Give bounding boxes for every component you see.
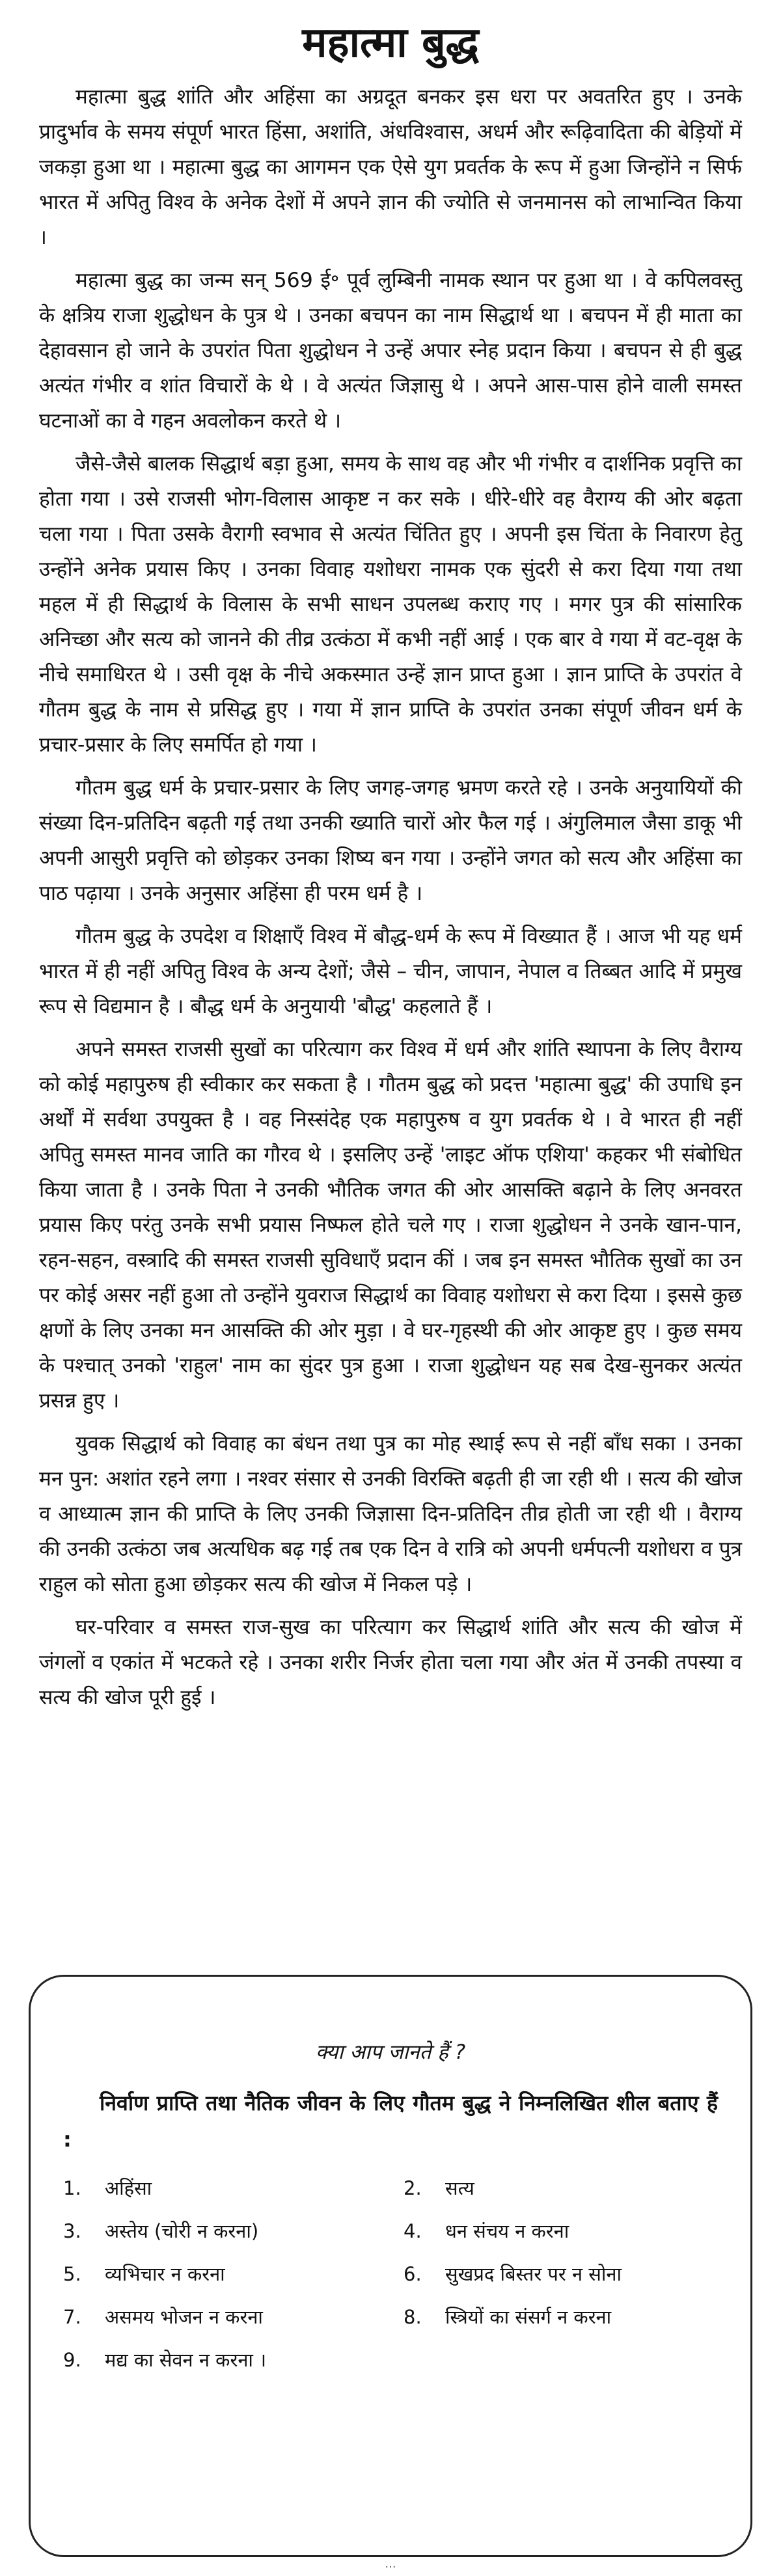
list-item (63, 2296, 377, 2339)
list-item-number: 8. (404, 2306, 422, 2328)
paragraph-2: महात्मा बुद्ध का जन्म सन् 569 ई॰ पूर्व लुम्बिनी नामक स्थान पर हुआ था । वे कपिलवस्तु के क्षत्रिय राजा शुद्धोधन के पुत्र थे । उनका बचपन का नाम सिद्धार्थ था । बचपन में ही माता का देहावसान हो जाने के उपरांत पिता शुद्धोधन ने उन्हें अपार स्नेह प्रदान किया । बचपन से ही बुद्ध अत्यंत गंभीर व शांत विचारों के थे । वे अत्यंत जिज्ञासु थे । अपने आस-पास होने वाली समस्त घटनाओं का वे गहन अवलोकन करते थे । (39, 269, 742, 433)
list-item-text: असमय भोजन न करना (105, 2306, 263, 2328)
precepts-list (63, 2167, 718, 2381)
list-item-text: स्त्रियों का संसर्ग न करना (445, 2306, 612, 2328)
list-item-number: 5. (63, 2263, 81, 2285)
paragraph-7: युवक सिद्धार्थ को विवाह का बंधन तथा पुत्र का मोह स्थाई रूप से नहीं बाँध सका । उनका मन पुन: अशांत रहने लगा । नश्वर संसार से उनकी विरक्ति बढ़ती ही जा रही थी । सत्य की खोज व आध्यात्म ज्ञान की प्राप्ति के लिए उनकी जिज्ञासा दिन-प्रतिदिन तीव्र होती जा रही थी । वैराग्य की उनकी उत्कंठा जब अत्यधिक बढ़ गई तब एक दिन वे रात्रि को अपनी धर्मपत्नी यशोधरा व पुत्र राहुल को सोता हुआ छोड़कर सत्य की खोज में निकल पड़े । (39, 1432, 742, 1596)
list-item (63, 2339, 377, 2381)
paragraph-8: घर-परिवार व समस्त राज-सुख का परित्याग कर सिद्धार्थ शांति और सत्य की खोज में जंगलों व एकांत में भटकते रहे । उनका शरीर निर्जर होता चला गया और अंत में उनकी तपस्या व सत्य की खोज पूरी हुई । (39, 1616, 742, 1709)
list-item-number: 6. (404, 2263, 422, 2285)
paragraph-6: अपने समस्त राजसी सुखों का परित्याग कर विश्व में धर्म और शांति स्थापना के लिए वैराग्य को कोई महापुरुष ही स्वीकार कर सकता है । गौतम बुद्ध को प्रदत्त 'महात्मा बुद्ध' की उपाधि इन अर्थों में सर्वथा उपयुक्त है । वह निस्संदेह एक महापुरुष व युग प्रवर्तक थे । वे भारत ही नहीं अपितु समस्त मानव जाति का गौरव थे । इसलिए उन्हें 'लाइट ऑफ एशिया' कहकर भी संबोधित किया जाता है । उनके पिता ने उनकी भौतिक जगत की ओर आसक्ति बढ़ाने के लिए अनवरत प्रयास किए परंतु उनके सभी प्रयास निष्फल होते चले गए । राजा शुद्धोधन ने उनके खान-पान, रहन-सहन, वस्त्रादि की समस्त राजसी सुविधाएँ प्रदान कीं । जब इन समस्त भौतिक सुखों का उन पर कोई असर नहीं हुआ तो उन्होंने युवराज सिद्धार्थ का विवाह यशोधरा से करा दिया । इससे कुछ क्षणों के लिए उनका मन आसक्ति की ओर मुड़ा । वे घर-गृहस्थी की ओर आकृष्ट हुए । कुछ समय के पश्चात् उनको 'राहुल' नाम का सुंदर पुत्र हुआ । राजा शुद्धोधन यह सब देख-सुनकर अत्यंत प्रसन्न हुए । (39, 1038, 742, 1413)
list-item (63, 2167, 377, 2210)
paragraph-1: महात्मा बुद्ध शांति और अहिंसा का अग्रदूत बनकर इस धरा पर अवतरित हुए । उनके प्रादुर्भाव के समय संपूर्ण भारत हिंसा, अशांति, अंधविश्वास, अधर्म और रूढ़िवादिता की बेड़ियों में जकड़ा हुआ था । महात्मा बुद्ध का आगमन एक ऐसे युग प्रवर्तक के रूप में हुआ जिन्होंने न सिर्फ भारत में अपितु विश्व के अनेक देशों में अपने ज्ञान की ज्योति से जनमानस को लाभान्वित किया । (39, 85, 742, 249)
essay-body (39, 79, 742, 1715)
paragraph-4: गौतम बुद्ध धर्म के प्रचार-प्रसार के लिए जगह-जगह भ्रमण करते रहे । उनके अनुयायियों की संख्या दिन-प्रतिदिन बढ़ती गई तथा उनकी ख्याति चारों ओर फैल गई । अंगुलिमाल जैसा डाकू भी अपनी आसुरी प्रवृत्ति को छोड़कर उनका शिष्य बन गया । उन्होंने जगत को सत्य और अहिंसा का पाठ पढ़ाया । उनके अनुसार अहिंसा ही परम धर्म है । (39, 776, 742, 905)
list-item-number: 7. (63, 2306, 81, 2328)
paragraph-5: गौतम बुद्ध के उपदेश व शिक्षाएँ विश्व में बौद्ध-धर्म के रूप में विख्यात हैं । आज भी यह धर्म भारत में ही नहीं अपितु विश्व के अन्य देशों; जैसे – चीन, जापान, नेपाल व तिब्बत आदि में प्रमुख रूप से विद्यमान है । बौद्ध धर्म के अनुयायी 'बौद्ध' कहलाते हैं । (39, 925, 742, 1018)
list-item (63, 2210, 377, 2253)
box-intro: निर्वाण प्राप्ति तथा नैतिक जीवन के लिए गौतम बुद्ध ने निम्नलिखित शील बताए हैं : (63, 2091, 718, 2152)
page-marker: ... (385, 2557, 396, 2571)
page-title: महात्मा बुद्ध (302, 19, 479, 67)
list-item (404, 2296, 718, 2339)
list-item (404, 2167, 718, 2210)
box-title: क्या आप जानते हैं ? (315, 2040, 466, 2064)
list-item-text: अस्तेय (चोरी न करना) (105, 2220, 259, 2242)
list-item-text: सत्य (445, 2177, 474, 2199)
list-item-text: अहिंसा (105, 2177, 152, 2199)
list-item-text: मद्य का सेवन न करना । (105, 2349, 267, 2371)
list-item-number: 4. (404, 2220, 422, 2242)
list-item-text: व्यभिचार न करना (105, 2263, 225, 2285)
list-item-text: सुखप्रद बिस्तर पर न सोना (445, 2263, 622, 2285)
list-item-number: 1. (63, 2177, 81, 2199)
list-item-number: 3. (63, 2220, 81, 2242)
paragraph-3: जैसे-जैसे बालक सिद्धार्थ बड़ा हुआ, समय के साथ वह और भी गंभीर व दार्शनिक प्रवृत्ति का होता गया । उसे राजसी भोग-विलास आकृष्ट न कर सके । धीरे-धीरे वह वैराग्य की ओर बढ़ता चला गया । पिता उसके वैरागी स्वभाव से अत्यंत चिंतित हुए । अपनी इस चिंता के निवारण हेतु उन्होंने अनेक प्रयास किए । उनका विवाह यशोधरा नामक एक सुंदरी से करा दिया गया तथा महल में ही सिद्धार्थ के विलास के सभी साधन उपलब्ध कराए गए । मगर पुत्र की सांसारिक अनिच्छा और सत्य को जानने की तीव्र उत्कंठा में कभी नहीं आई । एक बार वे गया में वट-वृक्ष के नीचे समाधिरत थे । उसी वृक्ष के नीचे अकस्मात उन्हें ज्ञान प्राप्त हुआ । ज्ञान प्राप्ति के उपरांत वे गौतम बुद्ध के नाम से प्रसिद्ध हुए । गया में ज्ञान प्राप्ति के उपरांत उनका संपूर्ण जीवन धर्म के प्रचार-प्रसार के लिए समर्पित हो गया । (39, 452, 742, 757)
list-item (404, 2253, 718, 2296)
list-item-number: 2. (404, 2177, 422, 2199)
list-item (63, 2253, 377, 2296)
list-item-text: धन संचय न करना (445, 2220, 569, 2242)
did-you-know-box (29, 1975, 752, 2557)
list-item-number: 9. (63, 2349, 81, 2371)
list-item (404, 2210, 718, 2253)
